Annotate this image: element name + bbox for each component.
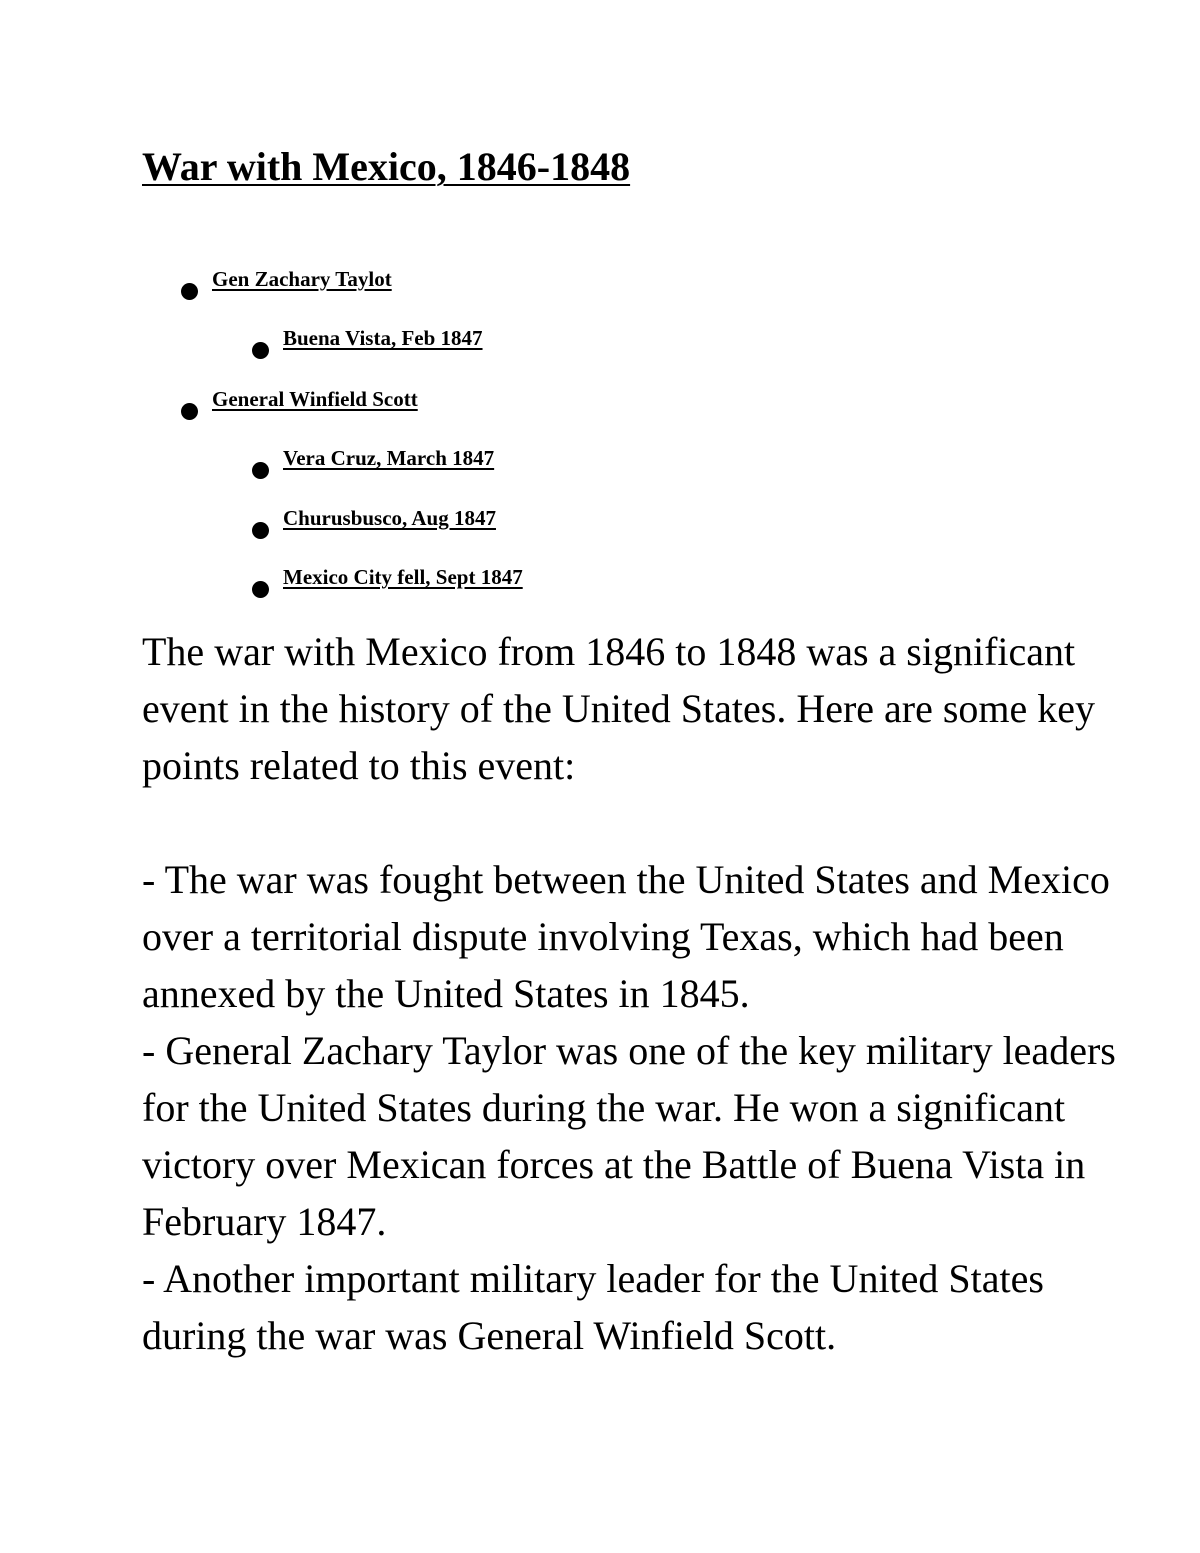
- body-text: [142, 623, 1142, 1364]
- bullet-icon: [252, 522, 269, 539]
- outline-item-label: Vera Cruz, March 1847: [283, 446, 495, 470]
- outline-item-label: Mexico City fell, Sept 1847: [283, 565, 523, 589]
- bullet-icon: [252, 581, 269, 598]
- intro-paragraph: The war with Mexico from 1846 to 1848 was a significant event in the history of the United States. Here are some key points related to this event:: [142, 629, 1096, 788]
- bullet-icon: [181, 403, 198, 420]
- outline-item-label: General Winfield Scott: [212, 387, 418, 411]
- bullet-icon: [252, 342, 269, 359]
- key-point: - Another important military leader for the United States during the war was General Winfield Scott.: [142, 1256, 1044, 1358]
- outline-item-label: Buena Vista, Feb 1847: [283, 326, 483, 350]
- key-point: - General Zachary Taylor was one of the key military leaders for the United States during the war. He won a significant victory over Mexican forces at the Battle of Buena Vista in February 1847.: [142, 1028, 1116, 1244]
- outline-item-label: Gen Zachary Taylot: [212, 267, 392, 291]
- page-title: War with Mexico, 1846-1848: [142, 144, 631, 189]
- bullet-icon: [252, 462, 269, 479]
- paragraph-spacer: [142, 794, 1142, 851]
- outline-item-label: Churusbusco, Aug 1847: [283, 506, 496, 530]
- key-point: - The war was fought between the United States and Mexico over a territorial dispute involving Texas, which had been annexed by the United States in 1845.: [142, 857, 1110, 1016]
- bullet-icon: [181, 283, 198, 300]
